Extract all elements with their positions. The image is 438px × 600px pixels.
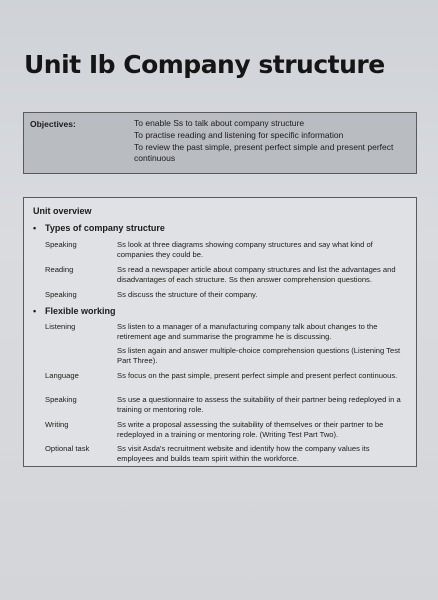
objective-item: To enable Ss to talk about company structure (134, 118, 305, 128)
objectives-box (23, 112, 417, 174)
objectives-list (134, 118, 409, 165)
activity-text: Ss listen to a manager of a manufacturing company talk about changes to the retirement age and summarise the programme he is discussing. (117, 322, 378, 341)
activity-text: Ss write a proposal assessing the suitability of themselves or their partner to be redeployed in a training or mentoring role. (Writing Test Part Two). (117, 420, 384, 439)
section-heading: • Types of company structure (33, 223, 165, 233)
activity-label: Speaking (45, 240, 77, 249)
activity-text: Ss listen again and answer multiple-choice comprehension questions (Listening Test Part Three). (117, 346, 401, 365)
activity-text: Ss discuss the structure of their company. (117, 290, 258, 299)
activity-label: Language (45, 371, 79, 380)
activity-label: Speaking (45, 395, 77, 404)
activity-label: Writing (45, 420, 69, 429)
activity-label: Reading (45, 265, 74, 274)
objective-item: To practise reading and listening for specific information (134, 130, 344, 140)
activity-text: Ss focus on the past simple, present perfect simple and present perfect continuous. (117, 371, 398, 380)
objective-item: To review the past simple, present perfect simple and present perfect continuous (134, 142, 394, 163)
unit-overview-box (23, 197, 417, 467)
bullet-icon: • (33, 306, 37, 316)
activity-text: Ss look at three diagrams showing company structures and say what kind of companies they could be. (117, 240, 373, 259)
objectives-label: Objectives: (30, 119, 76, 129)
page-title: Unit Ib Company structure (24, 50, 385, 79)
activity-label: Optional task (45, 444, 90, 453)
activity-text: Ss use a questionnaire to assess the suitability of their partner being redeployed in a training or mentoring role. (117, 395, 401, 414)
bullet-icon: • (33, 223, 37, 233)
activity-label: Listening (45, 322, 76, 331)
activity-label: Speaking (45, 290, 77, 299)
activity-text: Ss read a newspaper article about company structures and list the advantages and disadvantages of each structure. Ss then answer comprehension questions. (117, 265, 396, 284)
section-heading: • Flexible working (33, 306, 116, 316)
overview-title: Unit overview (33, 206, 92, 216)
activity-text: Ss visit Asda's recruitment website and identify how the company values its employees and builds team spirit within the workforce. (117, 444, 370, 463)
